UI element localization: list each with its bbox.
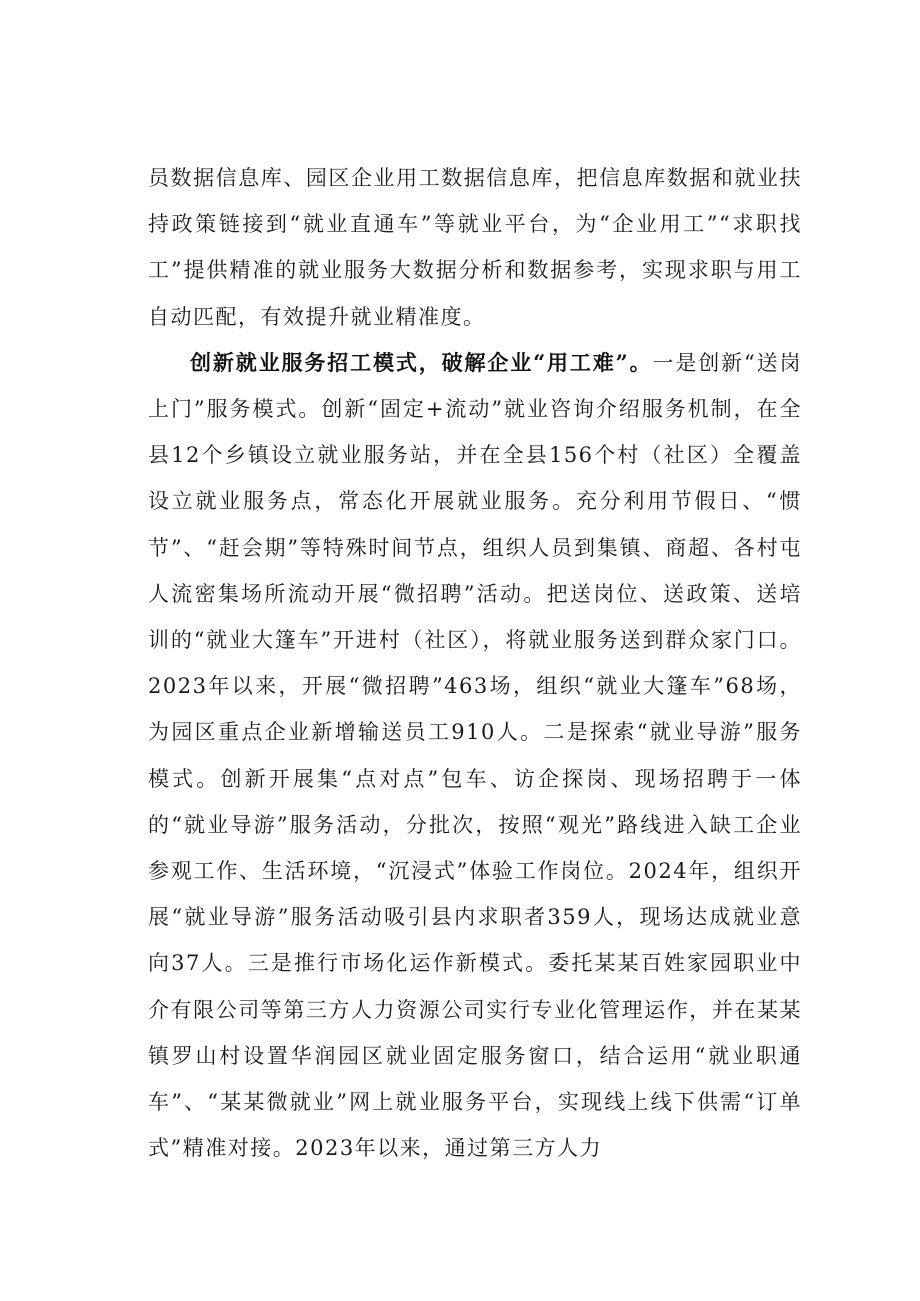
paragraph-2-text: 一是创新“送岗上门”服务模式。创新“固定+流动”就业咨询介绍服务机制，在全县12个乡镇设立就业服务站，并在全县156个村（社区）全覆盖设立就业服务点，常态化开展就业服务。充分利用节假日、“惯节”、“赶会期”等特殊时间节点，组织人员到集镇、商超、各村屯人流密集场所流动开展“微招聘”活动。把送岗位、送政策、送培训的“就业大篷车”开进村（社区），将就业服务送到群众家门口。2023年以来，开展“微招聘”463场，组织“就业大篷车”68场，为园区重点企业新增输送员工910人。二是探索“就业导游”服务模式。创新开展集“点对点”包车、访企探岗、现场招聘于一体的“就业导游”服务活动，分批次，按照“观光”路线进入缺工企业参观工作、生活环境，“沉浸式”体验工作岗位。2024年，组织开展“就业导游”服务活动吸引县内求职者359人，现场达成就业意向37人。三是推行市场化运作新模式。委托某某百姓家园职业中介有限公司等第三方人力资源公司实行专业化管理运作，并在某某镇罗山村设置华润园区就业固定服务窗口，结合运用“就业职通车”、“某某微就业”网上就业服务平台，实现线上线下供需“订单式”精准对接。2023年以来，通过第三方人力 <box>148 350 802 1161</box>
paragraph-1 <box>148 155 802 340</box>
paragraph-2 <box>148 340 802 1172</box>
paragraph-1-text: 员数据信息库、园区企业用工数据信息库，把信息库数据和就业扶持政策链接到“就业直通车”等就业平台，为“企业用工”“求职找工”提供精准的就业服务大数据分析和数据参考，实现求职与用工自动匹配，有效提升就业精准度。 <box>148 166 802 329</box>
section-heading: 创新就业服务招工模式，破解企业“用工难”。 <box>190 349 653 375</box>
document-body <box>148 155 802 1171</box>
